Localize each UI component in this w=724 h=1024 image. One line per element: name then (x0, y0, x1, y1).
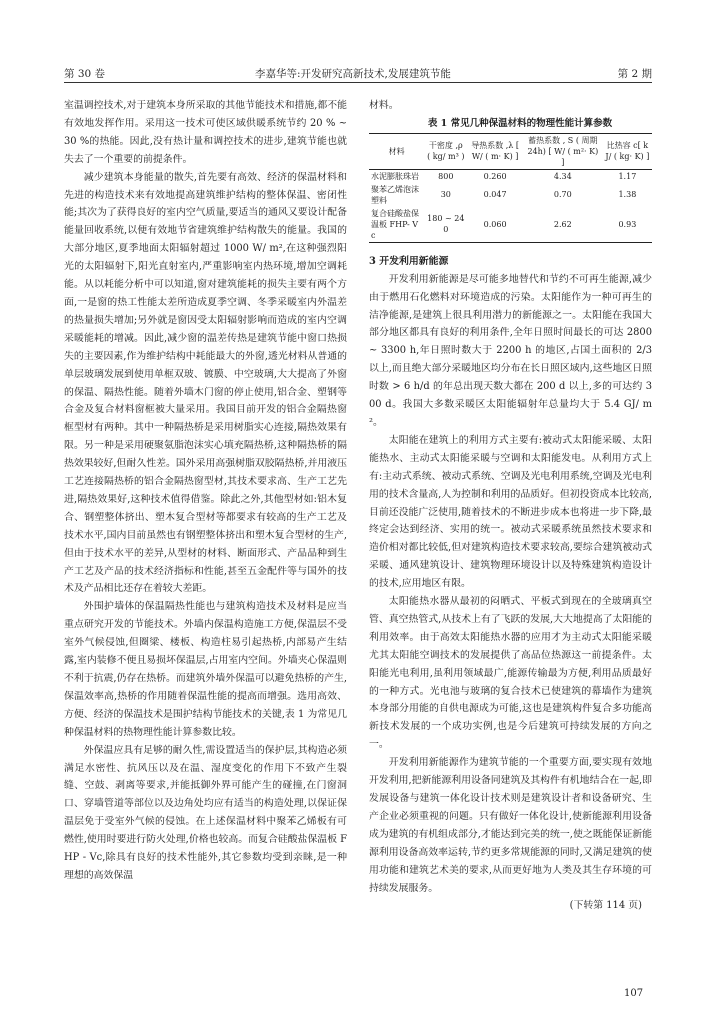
table-cell: 0.060 (483, 219, 507, 229)
col-header: 材料 (388, 146, 405, 156)
page-number: 107 (624, 988, 644, 999)
table-cell: 800 (438, 171, 454, 181)
table-row (369, 207, 652, 243)
paragraph: 外保温应具有足够的耐久性,需设置适当的保护层,其构造必须满足水密性、抗风压以及在温、湿度变化的作用下不致产生裂缝、空鼓、剥离等要求,并能抵御外界可能产生的碰撞,在门窗洞口、穿墙管道等部位以及边角处均应有适当的构造处理,以保证保温层免于受室外气候的侵蚀。在上述保温材料中聚苯乙烯板有可燃性,使用时要进行防火处理,价格也较高。而复合硅酸盐保温板 FHP - Vc,除具有良好的技术性能外,其它参数均受到亲睐,是一种理想的高效保温 (64, 744, 347, 881)
continuation-note: (下转第 114 页) (569, 900, 642, 912)
table-row (369, 169, 652, 183)
header-title: 李嘉华等:开发研究高新技术,发展建筑节能 (255, 68, 451, 80)
paragraph: 太阳能在建筑上的利用方式主要有:被动式太阳能采暖、太阳能热水、主动式太阳能采暖与空调和太阳能发电。从利用方式上有:主动式系统、被动式系统、空调及光电利用系统,空调及光电利用的技术含量高,人为控制和利用的品质好。但初投资成本比较高,目前还没能广泛使用,随着技术的不断进步成本也将进一步下降,最终定会达到经济、实用的统一。被动式采暖系统虽然技术要求和造价相对都比较低,但对建筑构造技术要求较高,要综合建筑被动式采暖、通风建筑设计、建筑物理环境设计以及特殊建筑构造设计的技术,应用地区有限。 (369, 434, 652, 590)
running-header (64, 64, 652, 83)
table-cell: 0.93 (618, 219, 637, 229)
volume-label: 第 30 卷 (64, 68, 106, 80)
table-cell: 180 ~ 240 (427, 214, 465, 235)
table-caption: 表 1 常见几种保温材料的物理性能计算参数 (427, 117, 613, 129)
table-cell: 1.17 (618, 171, 637, 181)
table-cell: 2.62 (553, 219, 572, 229)
table-cell: 0.70 (553, 190, 572, 200)
table-cell: 聚苯乙烯泡沫塑料 (371, 184, 419, 205)
material-properties-table (369, 133, 652, 243)
section-heading: 3 开发利用新能源 (369, 255, 449, 267)
paragraph: 室温调控技术,对于建筑本身所采取的其他节能技术和措施,都不能有效地发挥作用。采用这一技术可使区域供暖系统节约 20 % ~ 30 %的热能。因此,没有热计量和调控技术的进步,建筑节能也就失去了一个重要的前提条件。 (64, 100, 347, 165)
col-header: 干密度 ,ρ ( kg/ m³ ) (427, 141, 465, 162)
paragraph: 开发利用新能源作为建筑节能的一个重要方面,要实现有效地开发利用,把新能源利用设备同建筑及其构件有机地结合在一起,即发展设备与建筑一体化设计技术则是建筑设计者和设备研究、生产企业必须重视的问题。只有做好一体化设计,使新能源利用设备成为建筑的有机组成部分,才能达到完美的统一,使之既能保证新能源利用设备高效率运转,节约更多常规能源的同时,又满足建筑的使用功能和建筑艺术美的要求,从而更好地为人类及其生存环境的可持续发展服务。 (369, 757, 652, 894)
col-header: 导热系数 ,λ [ W/ ( m· K) ] (471, 141, 520, 162)
table-row (369, 183, 652, 207)
table-cell: 0.047 (483, 190, 507, 200)
table-cell: 1.38 (618, 190, 637, 200)
table-cell: 4.34 (553, 171, 572, 181)
paragraph: 减少建筑本身能量的散失,首先要有高效、经济的保温材料和先进的构造技术来有效地提高建筑维护结构的整体保温、密闭性能;其次为了获得良好的室内空气质量,要适当的通风又要设计配备能量回收系统,以便有效地节省建筑维护结构散失的能量。我国的大部分地区,夏季地面太阳辐射超过 1000 W/ m²,在这种强烈阳光的太阳辐射下,阳光直射室内,严重影响室内热环境,增加空调耗能。从以耗能分析中可以知道,窗对建筑能耗的损失主要有两个方面,一是窗的热工性能太差所造成夏季空调、冬季采暖室内外温差的热量损失增加;另外就是窗因受太阳辐射影响而造成的室内空调采暖能耗的增减。因此,减少窗的温差传热是建筑节能中窗口热损失的主要因素,作为维护结构中耗能最大的外窗,透光材料从普通的单层玻璃发展到使用单框双玻、镀膜、中空玻璃,大大提高了外窗的保温、隔热性能。随着外墙木门窗的停止使用,铝合金、塑钢等合金及复合材料窗框被大量采用。我国目前开发的铝合金隔热窗框型材有两种。其中一种隔热桥是采用树脂实心连接,隔热效果有限。另一种是采用硬聚氨脂泡沫实心填充隔热桥,这种隔热桥的隔热效果较好,但耐久性差。国外采用高强树脂双胶隔热桥,并用液压工艺连接隔热桥的铝合金隔热窗型材,其技术要求高、生产工艺先进,隔热效果好,这种技术值得借鉴。除此之外,其他型材如:铝木复合、钢塑整体挤出、塑木复合型材等都要求有较高的生产工艺及技术水平,国内目前虽然也有钢塑整体挤出和塑木复合型材的生产,但由于技术水平的差异,从型材的材料、断面形式、产品品种到生产工艺及产品的技术经济指标和性能,甚至五金配件等与国外的技术及产品相比还存在着较大差距。 (64, 171, 347, 595)
paragraph: 开发利用新能源是尽可能多地替代和节约不可再生能源,减少由于燃用石化燃料对环境造成的污染。太阳能作为一种可再生的洁净能源,是建筑上很具利用潜力的新能源之一。太阳能在我国大部分地区都具有良好的利用条件,全年日照时间最长的可达 2800 ~ 3300 h,年日照时数大于 2200 h 的地区,占国土面积的 2/3 以上,而且绝大部分采暖地区均分布在长日照区域内,这些地区日照时数 > 6 h/d 的年总出现天数大都在 200 d 以上,多的可达约 300 d。我国大多数采暖区太阳能辐射年总量均大于 5.4 GJ/ m²。 (369, 273, 652, 428)
table-cell: 水泥膨胀珠岩 (371, 171, 419, 181)
paragraph: 外围护墙体的保温隔热性能也与建筑构造技术及材料是应当重点研究开发的节能技术。外墙内保温构造施工方便,保温层不受室外气候侵蚀,但圈梁、楼板、构造柱易引起热桥,内部易产生结露,室内装修不便且易损坏保温层,占用室内空间。外墙夹心保温则不利于抗震,仍存在热桥。而建筑外墙外保温可以避免热桥的产生,保温效率高,热桥的作用随着保温性能的提高而增强。选用高效、方便、经济的保温技术是围护结构节能技术的关键,表 1 为常见几种保温材料的热物理性能计算参数比较。 (64, 601, 347, 738)
left-column (64, 97, 347, 885)
table-cell: 0.260 (483, 171, 507, 181)
paragraph: 材料。 (369, 100, 399, 111)
right-column (369, 97, 652, 915)
col-header: 蓄热系数 , S ( 周期 24h) [ W/ ( m²· K) ] (527, 135, 599, 167)
table-header-row (369, 133, 652, 169)
table-cell: 复合硅酸盐保温板 FHP- Vc (371, 208, 419, 240)
col-header: 比热容 c[ kJ/ ( kg· K) ] (605, 141, 650, 162)
paragraph: 太阳能热水器从最初的闷晒式、平板式到现在的全玻璃真空管、真空热管式,从技术上有了飞跃的发展,大大地提高了太阳能的利用效率。由于高效太阳能热水器的应用才为主动式太阳能采暖尤其太阳能空调技术的发展提供了高品位热源这一前提条件。太阳能光电利用,虽利用领域最广,能源传输最为方便,利用品质最好的一种方式。光电池与玻璃的复合技术已使建筑的幕墙作为建筑本身部分用能的自供电源成为可能,这也是建筑构件复合多功能高新技术发展的一个成功实例,也是今后建筑可持续发展的方向之一。 (369, 596, 652, 751)
issue-label: 第 2 期 (617, 68, 652, 80)
table-cell: 30 (440, 190, 451, 200)
